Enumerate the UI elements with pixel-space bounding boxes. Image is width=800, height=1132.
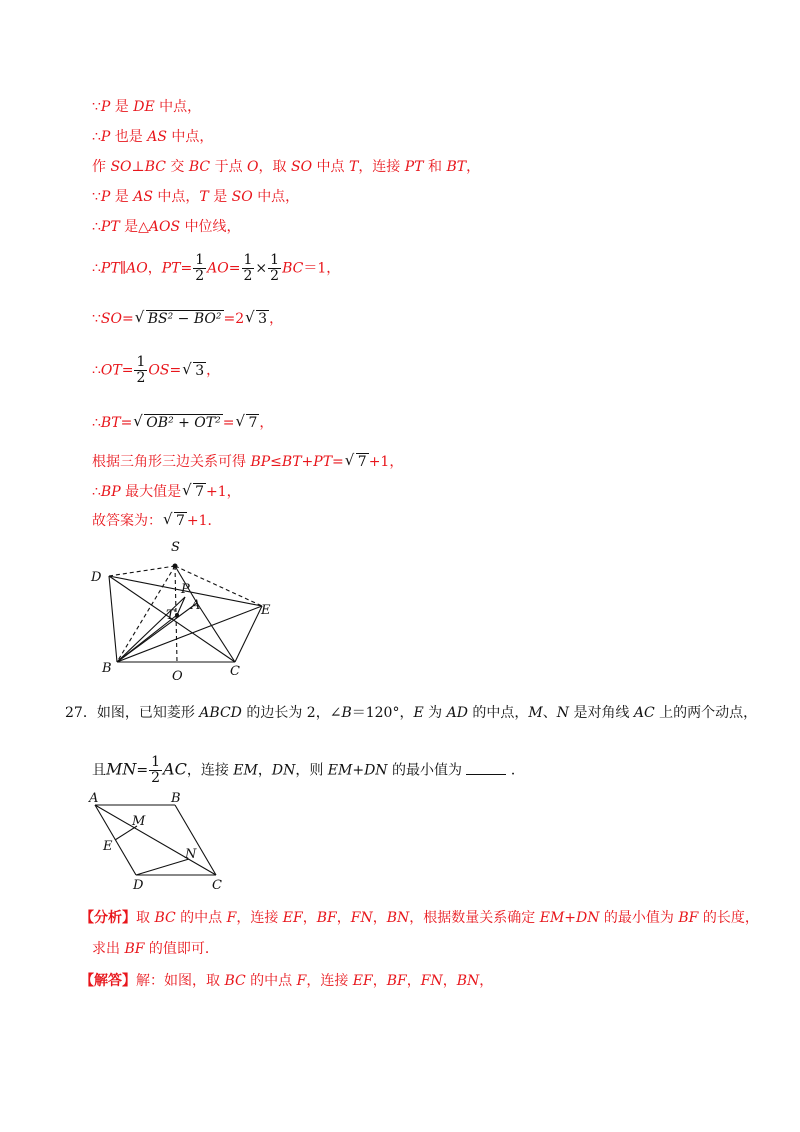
radical-icon: √ (235, 412, 246, 430)
var: AD (446, 705, 468, 721)
text: = (332, 454, 344, 470)
segment-BC (175, 805, 216, 875)
radical-icon: √ (182, 359, 192, 378)
segment-DN (136, 859, 189, 875)
segment-BE (117, 606, 262, 662)
denominator: 2 (243, 268, 253, 284)
solution-tag: 【解答】 (80, 973, 136, 989)
text: 中点， (159, 99, 202, 115)
text: 交 (165, 159, 189, 175)
text: 解：如图，取 (136, 973, 225, 989)
text: ∥ (119, 260, 127, 277)
radical-icon: √ (133, 412, 143, 430)
var: AO (126, 260, 148, 277)
label-S: S (171, 540, 180, 555)
var: FN (350, 910, 373, 926)
label-M: M (132, 814, 146, 829)
var: BC (224, 973, 246, 989)
numerator: 1 (243, 252, 253, 268)
var: M (528, 705, 543, 721)
text: 的最小值为 (599, 910, 679, 926)
var: BN (456, 973, 480, 989)
fraction (134, 355, 147, 386)
var: PT (100, 219, 120, 235)
text: +1， (206, 484, 241, 500)
text: = (169, 362, 182, 379)
label-C: C (230, 664, 240, 679)
step-line-6 (92, 253, 340, 284)
text: ＝120°， (351, 705, 414, 721)
text: + (301, 454, 314, 470)
segment-AC (197, 603, 235, 662)
var: EF (352, 973, 373, 989)
text: ，连接 (236, 910, 283, 926)
var: F (296, 973, 307, 989)
because-symbol: ∵ (92, 311, 101, 327)
text: = (136, 762, 149, 779)
analysis-tag: 【分析】 (80, 910, 136, 926)
radicand: 7 (248, 415, 258, 431)
text: ， (406, 973, 421, 989)
var: EM+DN (327, 762, 388, 779)
step-line-7 (92, 309, 283, 329)
radicand: OB² + OT² (146, 415, 221, 431)
var: SO (290, 159, 313, 175)
geometry-figure-2 (85, 788, 235, 896)
text: ，取 (258, 159, 291, 175)
step-line-1 (92, 97, 201, 117)
var: BT (446, 159, 467, 175)
var: MN (106, 759, 137, 779)
label-A: A (89, 791, 99, 806)
text: = (122, 311, 134, 327)
step-line-9 (92, 413, 273, 433)
therefore-symbol: ∴ (92, 219, 101, 235)
text: = (120, 415, 133, 431)
numerator: 1 (136, 354, 146, 370)
text: ， (336, 910, 351, 926)
diagonal-AC (95, 805, 216, 875)
var: BP (250, 454, 271, 470)
text: 中点， (257, 189, 300, 205)
text: ，连接 (186, 762, 234, 779)
var: T (348, 159, 359, 175)
radicand: 7 (176, 513, 185, 529)
square-root (163, 511, 187, 531)
var: AOS (148, 219, 181, 235)
text: 是△ (124, 219, 149, 235)
text: =2 (223, 311, 245, 327)
text: = (121, 362, 134, 379)
question-27-line-1 (65, 703, 757, 723)
var: AC (163, 759, 187, 779)
therefore-symbol: ∴ (92, 129, 101, 145)
text: = (180, 260, 193, 277)
text: ， (442, 973, 457, 989)
square-root (135, 309, 224, 329)
fraction (193, 253, 206, 284)
text: ， (259, 415, 274, 431)
text: 的中点 (175, 910, 227, 926)
var: BF (678, 910, 699, 926)
fraction (149, 755, 162, 786)
point-T (175, 613, 179, 617)
point-S (173, 564, 178, 569)
var: BF (316, 910, 337, 926)
analysis-line-2 (92, 939, 219, 959)
var: PT (161, 260, 181, 277)
text: ， (269, 311, 284, 327)
fraction (268, 253, 281, 284)
text: ，连接 (306, 973, 353, 989)
label-N: N (185, 847, 197, 862)
numerator: 1 (151, 754, 161, 770)
question-number: 27． (65, 705, 97, 721)
denominator: 2 (270, 268, 280, 284)
step-line-4 (92, 187, 299, 207)
therefore-symbol: ∴ (92, 415, 101, 431)
var: EM+DN (539, 910, 600, 926)
var: FN (420, 973, 443, 989)
text: 的中点 (245, 973, 297, 989)
radicand: 3 (258, 311, 268, 327)
text: 的长度， (698, 910, 759, 926)
square-root (133, 413, 222, 433)
text: ⊥ (131, 159, 145, 175)
step-line-11 (92, 482, 241, 502)
segment-BP (117, 597, 185, 662)
text: 为 (423, 705, 447, 721)
var: EM (233, 762, 258, 779)
because-symbol: ∵ (92, 99, 101, 115)
therefore-symbol: ∴ (92, 260, 101, 277)
var: B (341, 705, 352, 721)
label-P: P (181, 582, 190, 597)
radical-icon: √ (344, 451, 355, 469)
step-line-5 (92, 217, 241, 237)
radicand: 7 (195, 484, 205, 500)
var: BP (100, 484, 121, 500)
text: ≤ (270, 454, 282, 470)
text: 故答案为： (92, 513, 162, 529)
numerator: 1 (270, 252, 280, 268)
geometry-figure-1 (80, 535, 290, 685)
var: AS (133, 189, 153, 205)
solution-line-1 (80, 971, 493, 991)
radicand: 3 (195, 362, 205, 379)
therefore-symbol: ∴ (92, 362, 101, 379)
text: 中点， (157, 189, 200, 205)
var: E (413, 705, 424, 721)
label-D: D (91, 570, 102, 585)
text: 且 (92, 762, 106, 779)
var: SO (231, 189, 253, 205)
text: 最大值是 (120, 484, 182, 500)
square-root (182, 361, 206, 381)
step-line-2 (92, 127, 213, 147)
radical-icon: √ (134, 308, 145, 326)
var: ABCD (199, 705, 242, 721)
var: SO (110, 159, 132, 175)
text: +1． (186, 513, 222, 529)
var: AS (147, 129, 167, 145)
text: 上的两个动点， (654, 705, 758, 721)
var: DE (133, 99, 155, 115)
var: OT (100, 362, 122, 379)
text: 中点， (171, 129, 214, 145)
text: 取 (136, 910, 155, 926)
question-27-line-2 (92, 755, 525, 786)
text: × (255, 260, 268, 277)
dashed-DS (109, 566, 175, 576)
label-C: C (212, 878, 222, 893)
text: 求出 (92, 941, 125, 957)
var: DN (271, 762, 296, 779)
text: = (228, 260, 241, 277)
text: ，则 (295, 762, 328, 779)
text: ， (372, 910, 387, 926)
var: T (199, 189, 209, 205)
square-root (245, 309, 269, 329)
text: 如图，已知菱形 (96, 705, 200, 721)
var: SO (100, 311, 122, 327)
text: 于点 (210, 159, 248, 175)
denominator: 2 (136, 370, 146, 386)
step-line-12 (92, 511, 222, 531)
text: 的最小值为 (387, 762, 463, 779)
segment-DB (109, 576, 117, 662)
answer-blank[interactable] (466, 762, 506, 775)
var: P (100, 189, 111, 205)
label-A: A (191, 598, 201, 613)
text: ， (479, 973, 494, 989)
label-T: T (166, 608, 175, 623)
var: BC (282, 260, 304, 277)
radicand: 7 (357, 454, 367, 470)
label-D: D (133, 878, 144, 893)
text: ， (206, 362, 221, 379)
denominator: 2 (151, 770, 161, 786)
label-E: E (103, 839, 113, 854)
because-symbol: ∵ (92, 189, 101, 205)
text: ，根据数量关系确定 (409, 910, 540, 926)
text: 的值即可． (144, 941, 219, 957)
text: 中点 (312, 159, 349, 175)
var: PT (404, 159, 424, 175)
var: BT (281, 454, 302, 470)
radical-icon: √ (182, 481, 192, 499)
square-root (182, 482, 206, 502)
text: ， (372, 973, 387, 989)
numerator: 1 (195, 252, 205, 268)
var: BC (154, 910, 176, 926)
text: = (222, 415, 235, 431)
text: 、 (542, 705, 557, 721)
text: 的中点， (467, 705, 529, 721)
fraction (242, 253, 255, 284)
text: ，连接 (358, 159, 405, 175)
text: 是 (213, 189, 228, 205)
var: P (100, 129, 111, 145)
var: PT (100, 260, 120, 277)
square-root (345, 452, 369, 472)
radical-icon: √ (245, 308, 255, 326)
text: 是 (114, 99, 129, 115)
text: ， (147, 260, 162, 277)
text: 的边长为 2，∠ (241, 705, 342, 721)
text: ， (302, 910, 317, 926)
text: +1， (368, 454, 404, 470)
var: BF (386, 973, 407, 989)
var: O (247, 159, 259, 175)
var: N (556, 705, 569, 721)
var: P (100, 99, 111, 115)
text: 也是 (114, 129, 143, 145)
text: ， (466, 159, 481, 175)
var: PT (313, 454, 333, 470)
text: 是 (114, 189, 129, 205)
var: BC (188, 159, 211, 175)
label-B: B (102, 661, 112, 676)
text: 根据三角形三边关系可得 (92, 454, 251, 470)
text: 作 (92, 159, 111, 175)
text: 中位线， (184, 219, 241, 235)
text: ． (510, 762, 525, 779)
label-E: E (261, 603, 271, 618)
var: AC (633, 705, 655, 721)
var: AO (207, 260, 229, 277)
label-O: O (172, 669, 183, 684)
var: BN (386, 910, 410, 926)
text: ＝1， (303, 260, 341, 277)
denominator: 2 (195, 268, 205, 284)
text: ， (257, 762, 272, 779)
var: BC (144, 159, 166, 175)
step-line-8 (92, 355, 220, 386)
analysis-line-1 (80, 908, 759, 928)
square-root (235, 413, 259, 433)
var: EF (282, 910, 303, 926)
var: BF (124, 941, 145, 957)
var: F (226, 910, 237, 926)
label-B: B (171, 791, 181, 806)
radicand: BS² − BO² (147, 311, 222, 327)
text: 是对角线 (569, 705, 634, 721)
radical-icon: √ (163, 510, 173, 528)
var: BT (100, 415, 121, 431)
step-line-10 (92, 452, 403, 472)
therefore-symbol: ∴ (92, 484, 101, 500)
step-line-3 (92, 157, 480, 177)
text: 和 (423, 159, 447, 175)
var: OS (148, 362, 170, 379)
